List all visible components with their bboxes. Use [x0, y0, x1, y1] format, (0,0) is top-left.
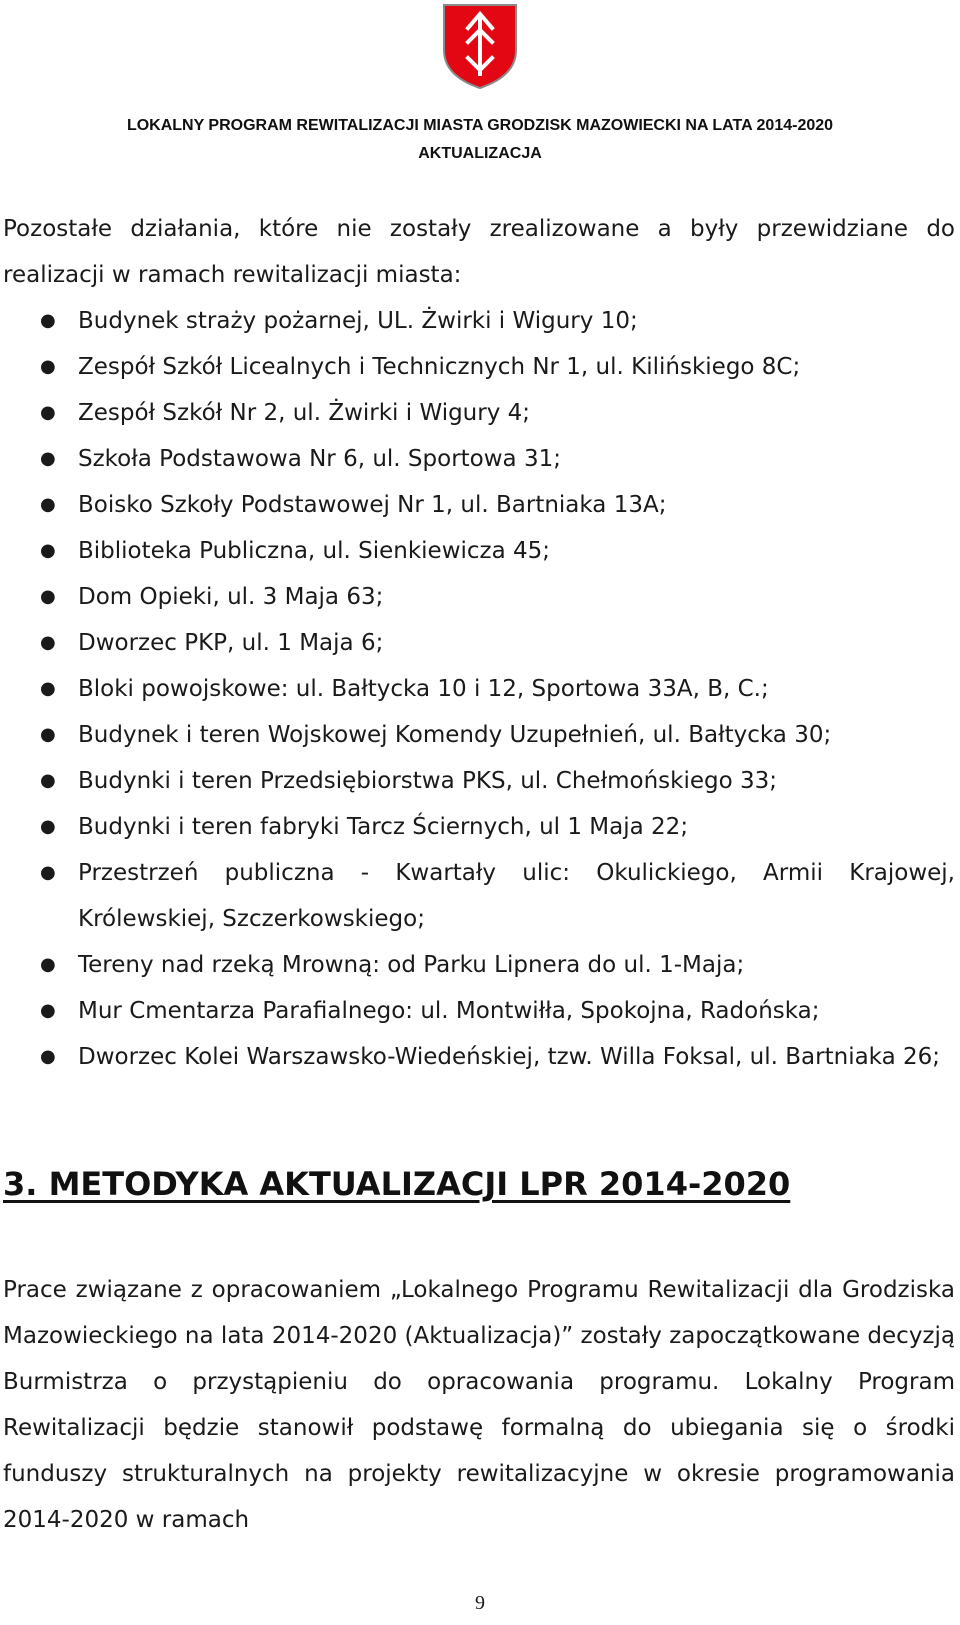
bullet-icon: ●	[40, 632, 56, 653]
list-item-text: Budynki i teren fabryki Tarcz Ściernych, ul 1 Maja 22;	[78, 814, 689, 840]
bullet-icon: ●	[40, 770, 56, 791]
list-item	[3, 712, 955, 758]
section-heading: 3. METODYKA AKTUALIZACJI LPR 2014-2020	[3, 1165, 791, 1203]
bullet-icon: ●	[40, 448, 56, 469]
list-item	[3, 298, 955, 344]
list-item-text: Mur Cmentarza Parafialnego: ul. Montwiłła, Spokojna, Radońska;	[78, 998, 820, 1024]
list-item	[3, 390, 955, 436]
list-item-text: Dworzec Kolei Warszawsko-Wiedeńskiej, tzw. Willa Foksal, ul. Bartniaka 26;	[78, 1044, 941, 1070]
list-item	[3, 436, 955, 482]
list-item-text: Budynek i teren Wojskowej Komendy Uzupełnień, ul. Bałtycka 30;	[78, 722, 832, 748]
list-item	[3, 344, 955, 390]
list-item-text: Budynek straży pożarnej, UL. Żwirki i Wigury 10;	[78, 308, 638, 334]
list-item	[3, 482, 955, 528]
bullet-icon: ●	[40, 1000, 56, 1021]
list-item-text: Budynki i teren Przedsiębiorstwa PKS, ul. Chełmońskiego 33;	[78, 768, 778, 794]
bullet-icon: ●	[40, 402, 56, 423]
list-item	[3, 804, 955, 850]
list-item	[3, 758, 955, 804]
list-item	[3, 620, 955, 666]
list-item-text: Zespół Szkół Licealnych i Technicznych Nr 1, ul. Kilińskiego 8C;	[78, 354, 801, 380]
list-item	[3, 942, 955, 988]
bullet-icon: ●	[40, 678, 56, 699]
bullet-icon: ●	[40, 816, 56, 837]
bullet-icon: ●	[40, 586, 56, 607]
bullet-icon: ●	[40, 954, 56, 975]
section-body-paragraph: Prace związane z opracowaniem „Lokalnego Programu Rewitalizacji dla Grodziska Mazowieckiego na lata 2014-2020 (Aktualizacja)” zostały zapoczątkowane decyzją Burmistrza o przystąpieniu do opracowania programu. Lokalny Program Rewitalizacji będzie stanowił podstawę formalną do ubiegania się o środki funduszy strukturalnych na projekty rewitalizacyjne w okresie programowania 2014-2020 w ramach	[3, 1277, 955, 1533]
list-item-text: Zespół Szkół Nr 2, ul. Żwirki i Wigury 4;	[78, 400, 531, 426]
bullet-icon: ●	[40, 494, 56, 515]
bullet-icon: ●	[40, 540, 56, 561]
list-item-text: Tereny nad rzeką Mrowną: od Parku Lipnera do ul. 1-Maja;	[78, 952, 745, 978]
intro-paragraph: Pozostałe działania, które nie zostały zrealizowane a były przewidziane do realizacji w ramach rewitalizacji miasta:	[3, 216, 955, 288]
list-item-text: Dom Opieki, ul. 3 Maja 63;	[78, 584, 384, 610]
list-item	[3, 574, 955, 620]
page-number: 9	[475, 1592, 485, 1614]
bullet-icon: ●	[40, 862, 56, 883]
document-title: LOKALNY PROGRAM REWITALIZACJI MIASTA GRODZISK MAZOWIECKI NA LATA 2014-2020	[126, 117, 834, 134]
list-item	[3, 528, 955, 574]
bullet-icon: ●	[40, 724, 56, 745]
bullet-icon: ●	[40, 310, 56, 331]
list-item-text: Boisko Szkoły Podstawowej Nr 1, ul. Bartniaka 13A;	[78, 492, 667, 518]
list-item	[3, 850, 955, 942]
city-crest-icon	[441, 2, 519, 90]
list-item-text: Bloki powojskowe: ul. Bałtycka 10 i 12, Sportowa 33A, B, C.;	[78, 676, 769, 702]
document-subtitle: AKTUALIZACJA	[418, 145, 542, 162]
bullet-icon: ●	[40, 356, 56, 377]
list-item-text: Dworzec PKP, ul. 1 Maja 6;	[78, 630, 384, 656]
list-item	[3, 1034, 955, 1080]
unrealized-actions-list	[3, 298, 955, 1080]
list-item-text: Szkoła Podstawowa Nr 6, ul. Sportowa 31;	[78, 446, 561, 472]
document-header	[0, 112, 960, 168]
list-item	[3, 988, 955, 1034]
list-item-text: Przestrzeń publiczna - Kwartały ulic: Okulickiego, Armii Krajowej, Królewskiej, Szczerkowskiego;	[78, 860, 955, 932]
list-item-text: Biblioteka Publiczna, ul. Sienkiewicza 45;	[78, 538, 551, 564]
list-item	[3, 666, 955, 712]
bullet-icon: ●	[40, 1046, 56, 1067]
